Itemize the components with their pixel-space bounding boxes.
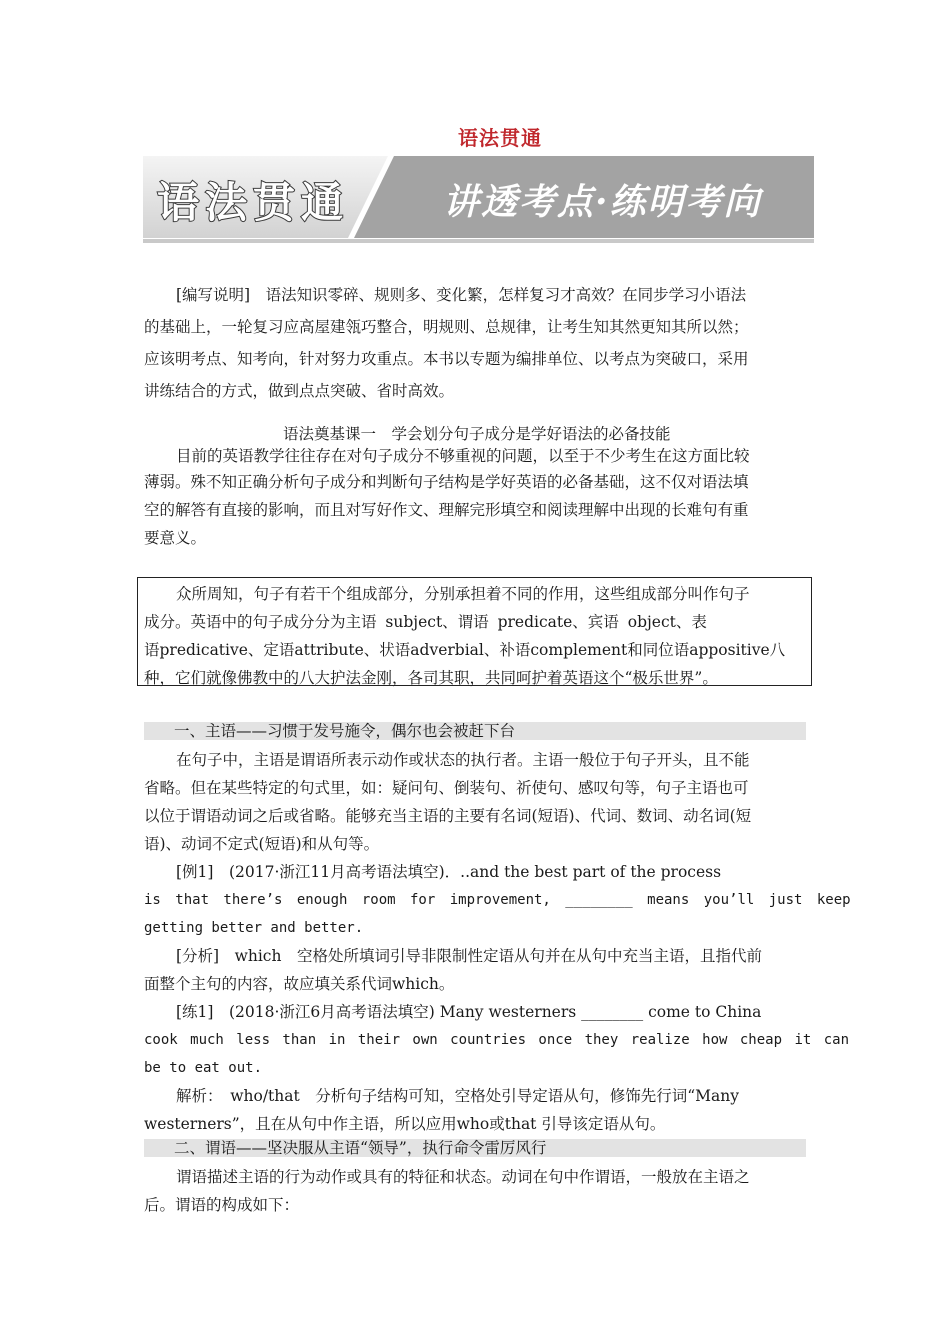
page-title: 语法贯通 — [458, 126, 542, 150]
section2-heading: 二、谓语——坚决服从主语“领导”，执行命令雷厉风行 — [144, 1139, 806, 1157]
analysis-line-1: [分析] which 空格处所填词引导非限制性定语从句并在从句中充当主语，且指代前 — [176, 947, 762, 965]
section-banner — [143, 156, 814, 246]
intro-line-2: 的基础上，一轮复习应高屋建瓴巧整合，明规则、总规律，让考生知其然更知其所以然； — [144, 318, 749, 336]
lesson-line-4: 要意义。 — [144, 529, 207, 547]
box-line-2: 成分。英语中的句子成分分为主语 subject、谓语 predicate、宾语 object、表 — [144, 613, 707, 631]
box-line-1: 众所周知，句子有若干个组成部分，分别承担着不同的作用，这些组成部分叫作句子 — [176, 585, 750, 603]
example-line-1: [例1] (2017·浙江11月高考语法填空)．..and the best part of the process — [176, 863, 722, 881]
analysis-line-2: 面整个主句的内容，故应填关系代词which。 — [144, 975, 455, 993]
section1-line-4: 语)、动词不定式(短语)和从句等。 — [144, 835, 380, 853]
lesson-line-2: 薄弱。殊不知正确分析句子成分和判断句子结构是学好英语的必备基础，这不仅对语法填 — [144, 473, 749, 491]
section1-line-1: 在句子中，主语是谓语所表示动作或状态的执行者。主语一般位于句子开头，且不能 — [176, 751, 750, 769]
answer-line-2: westerners”，且在从句中作主语，所以应用who或that 引导该定语从句。 — [144, 1115, 666, 1133]
intro-line-3: 应该明考点、知考向，针对努力攻重点。本书以专题为编排单位、以考点为突破口，采用 — [144, 350, 749, 368]
lesson-title: 语法奠基课一 学会划分句子成分是学好语法的必备技能 — [283, 425, 671, 443]
section1-heading: 一、主语——习惯于发号施令，偶尔也会被赶下台 — [144, 722, 806, 740]
section1-line-2: 省略。但在某些特定的句式里，如：疑问句、倒装句、祈使句、感叹句等，句子主语也可 — [144, 779, 749, 797]
example-line-3: getting better and better. — [144, 920, 364, 936]
lesson-line-1: 目前的英语教学往往存在对句子成分不够重视的问题，以至于不少考生在这方面比较 — [176, 447, 750, 465]
practice-line-1: [练1] (2018·浙江6月高考语法填空) Many westerners ________ come to China — [176, 1003, 762, 1021]
answer-line-1: 解析： who/that 分析句子结构可知，空格处引导定语从句，修饰先行词“Many — [176, 1087, 740, 1105]
practice-line-2: cook much less than in their own countries once they realize how cheap it can — [144, 1032, 850, 1048]
box-line-4: 种，它们就像佛教中的八大护法金刚，各司其职，共同呵护着英语这个“极乐世界”。 — [144, 669, 718, 687]
example-line-2: is that there’s enough room for improvement, ________ means you’ll just keep — [144, 892, 851, 908]
box-line-3: 语predicative、定语attribute、状语adverbial、补语complement和同位语appositive八 — [144, 641, 786, 659]
intro-line-1: [编写说明] 语法知识零碎、规则多、变化繁，怎样复习才高效？在同步学习小语法 — [176, 286, 747, 304]
banner-left-text: 语法贯通 — [157, 178, 350, 227]
intro-line-4: 讲练结合的方式，做到点点突破、省时高效。 — [144, 382, 455, 400]
lesson-line-3: 空的解答有直接的影响，而且对写好作文、理解完形填空和阅读理解中出现的长难句有重 — [144, 501, 749, 519]
section2-line-2: 后。谓语的构成如下： — [144, 1196, 300, 1214]
section2-line-1: 谓语描述主语的行为动作或具有的特征和状态。动词在句中作谓语，一般放在主语之 — [176, 1168, 750, 1186]
section1-line-3: 以位于谓语动词之后或省略。能够充当主语的主要有名词(短语)、代词、数词、动名词(短 — [144, 807, 752, 825]
practice-line-3: be to eat out. — [144, 1060, 263, 1076]
banner-right-text: 讲透考点·练明考向 — [443, 181, 762, 223]
